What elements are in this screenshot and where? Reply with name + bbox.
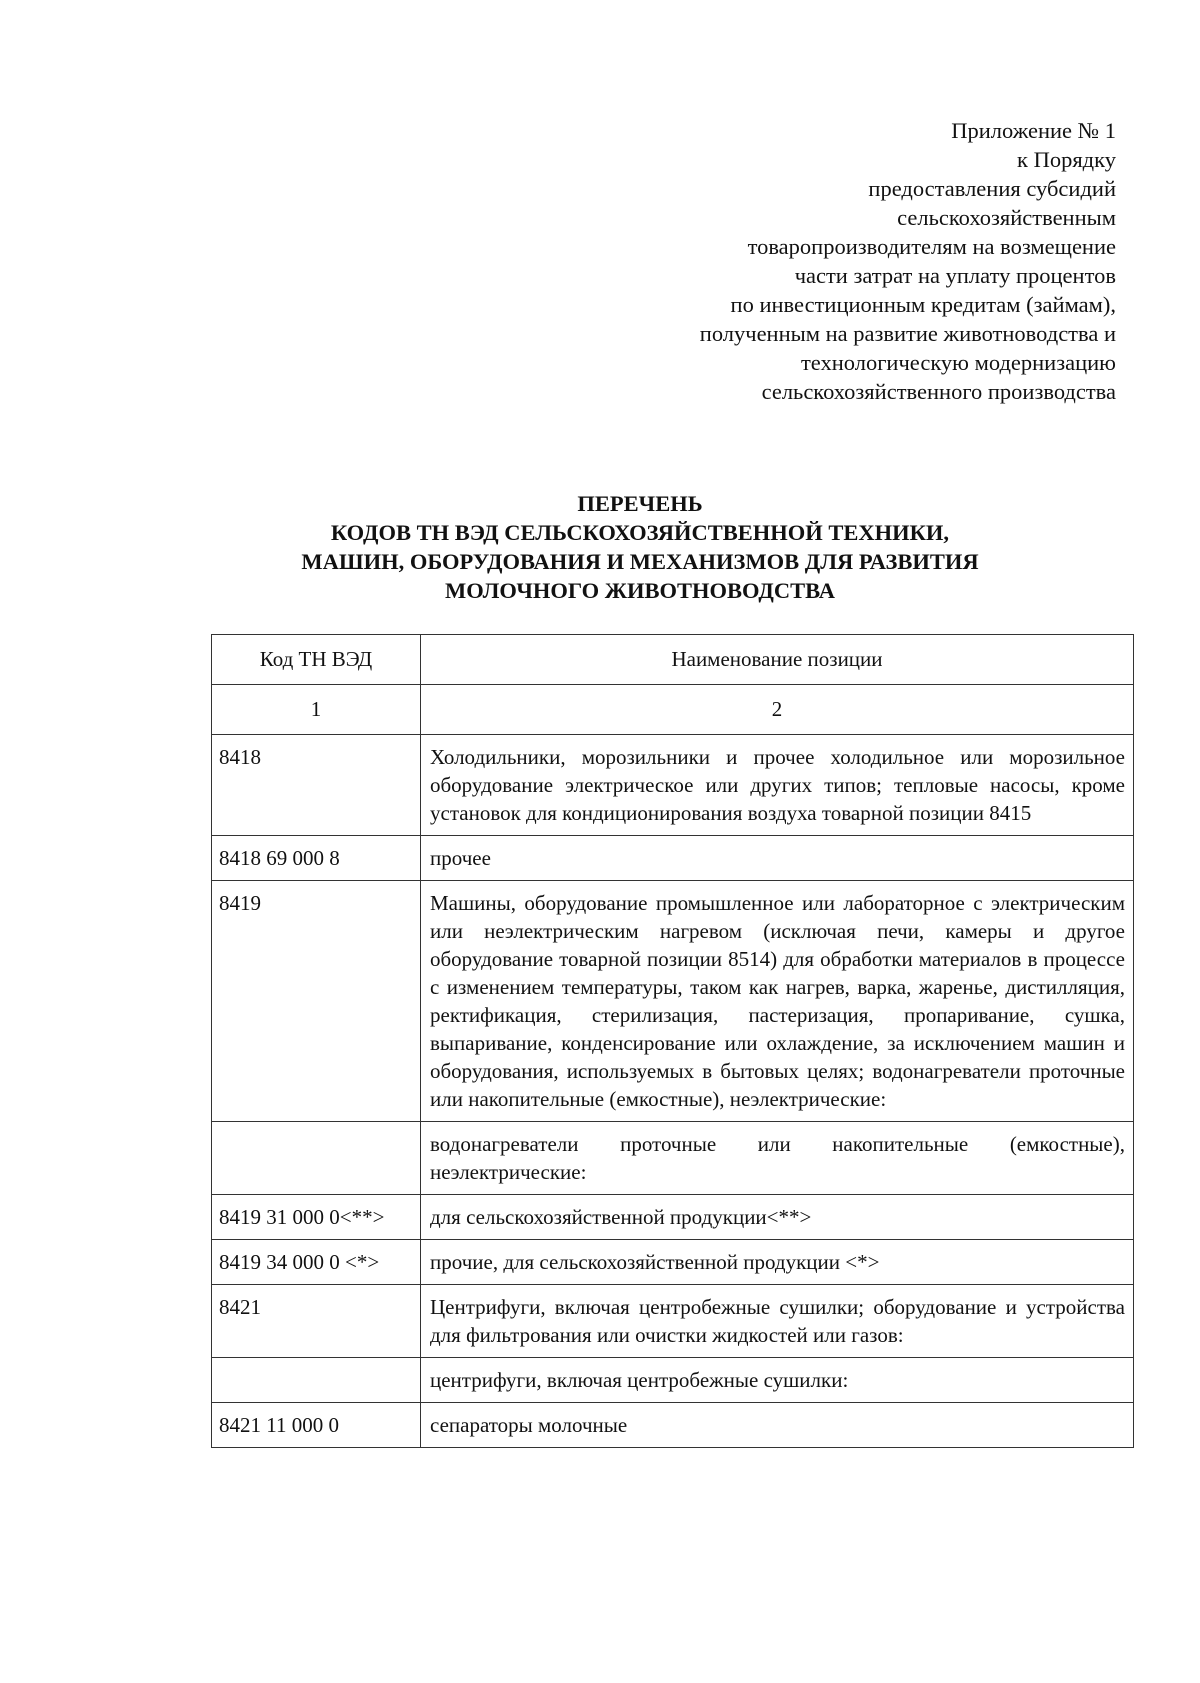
table-row xyxy=(212,1285,1134,1358)
annex-header xyxy=(596,116,1116,406)
annex-line: Приложение № 1 xyxy=(951,118,1116,143)
column-number: 2 xyxy=(421,685,1134,735)
row-name: Центрифуги, включая центробежные сушилки; оборудование и устройства для фильтрования или очистки жидкостей или газов: xyxy=(421,1285,1134,1358)
table-row xyxy=(212,1358,1134,1403)
row-name: для сельскохозяйственной продукции<**> xyxy=(421,1195,1134,1240)
table-header-row xyxy=(212,635,1134,685)
title-line: КОДОВ ТН ВЭД СЕЛЬСКОХОЗЯЙСТВЕННОЙ ТЕХНИКИ, xyxy=(330,520,950,545)
row-code: 8419 31 000 0<**> xyxy=(212,1195,421,1240)
annex-line: по инвестиционным кредитам (займам), xyxy=(730,292,1116,317)
row-name: центрифуги, включая центробежные сушилки: xyxy=(421,1358,1134,1403)
annex-line: предоставления субсидий xyxy=(868,176,1116,201)
table-row xyxy=(212,836,1134,881)
table-row xyxy=(212,1195,1134,1240)
row-name: прочее xyxy=(421,836,1134,881)
row-name: Холодильники, морозильники и прочее холодильное или морозильное оборудование электрическое или других типов; тепловые насосы, кроме установок для кондиционирования воздуха товарной позиции 8415 xyxy=(421,735,1134,836)
annex-line: части затрат на уплату процентов xyxy=(794,263,1116,288)
header-code: Код ТН ВЭД xyxy=(212,635,421,685)
title-line: ПЕРЕЧЕНЬ xyxy=(577,491,703,516)
row-code: 8421 11 000 0 xyxy=(212,1403,421,1448)
header-name: Наименование позиции xyxy=(421,635,1134,685)
row-code: 8421 xyxy=(212,1285,421,1358)
annex-line: товаропроизводителям на возмещение xyxy=(747,234,1116,259)
annex-line: полученным на развитие животноводства и xyxy=(699,321,1116,346)
row-name: прочие, для сельскохозяйственной продукции <*> xyxy=(421,1240,1134,1285)
row-code: 8418 xyxy=(212,735,421,836)
document-title xyxy=(190,489,1090,605)
codes-table xyxy=(211,634,1134,1448)
table-row xyxy=(212,881,1134,1122)
table-row xyxy=(212,1240,1134,1285)
row-name: водонагреватели проточные или накопительные (емкостные), неэлектрические: xyxy=(421,1122,1134,1195)
column-number: 1 xyxy=(212,685,421,735)
table-row xyxy=(212,1403,1134,1448)
annex-line: к Порядку xyxy=(1017,147,1116,172)
annex-line: сельскохозяйственным xyxy=(897,205,1116,230)
row-name: Машины, оборудование промышленное или лабораторное с электрическим или неэлектрическим нагревом (исключая печи, камеры и другое оборудование товарной позиции 8514) для обработки материалов в процессе с изменением температуры, таком как нагрев, варка, жаренье, дистилляция, ректификация, стерилизация, пастеризация, пропаривание, сушка, выпаривание, конденсирование или охлаждение, за исключением машин и оборудования, используемых в бытовых целях; водонагреватели проточные или накопительные (емкостные), неэлектрические: xyxy=(421,881,1134,1122)
title-line: МОЛОЧНОГО ЖИВОТНОВОДСТВА xyxy=(445,578,835,603)
row-code: 8419 34 000 0 <*> xyxy=(212,1240,421,1285)
column-numbers-row xyxy=(212,685,1134,735)
row-code xyxy=(212,1358,421,1403)
annex-line: технологическую модернизацию xyxy=(800,350,1116,375)
row-name: сепараторы молочные xyxy=(421,1403,1134,1448)
table-row xyxy=(212,735,1134,836)
title-line: МАШИН, ОБОРУДОВАНИЯ И МЕХАНИЗМОВ ДЛЯ РАЗВИТИЯ xyxy=(301,549,979,574)
annex-line: сельскохозяйственного производства xyxy=(761,379,1116,404)
row-code: 8418 69 000 8 xyxy=(212,836,421,881)
row-code: 8419 xyxy=(212,881,421,1122)
table-row xyxy=(212,1122,1134,1195)
row-code xyxy=(212,1122,421,1195)
